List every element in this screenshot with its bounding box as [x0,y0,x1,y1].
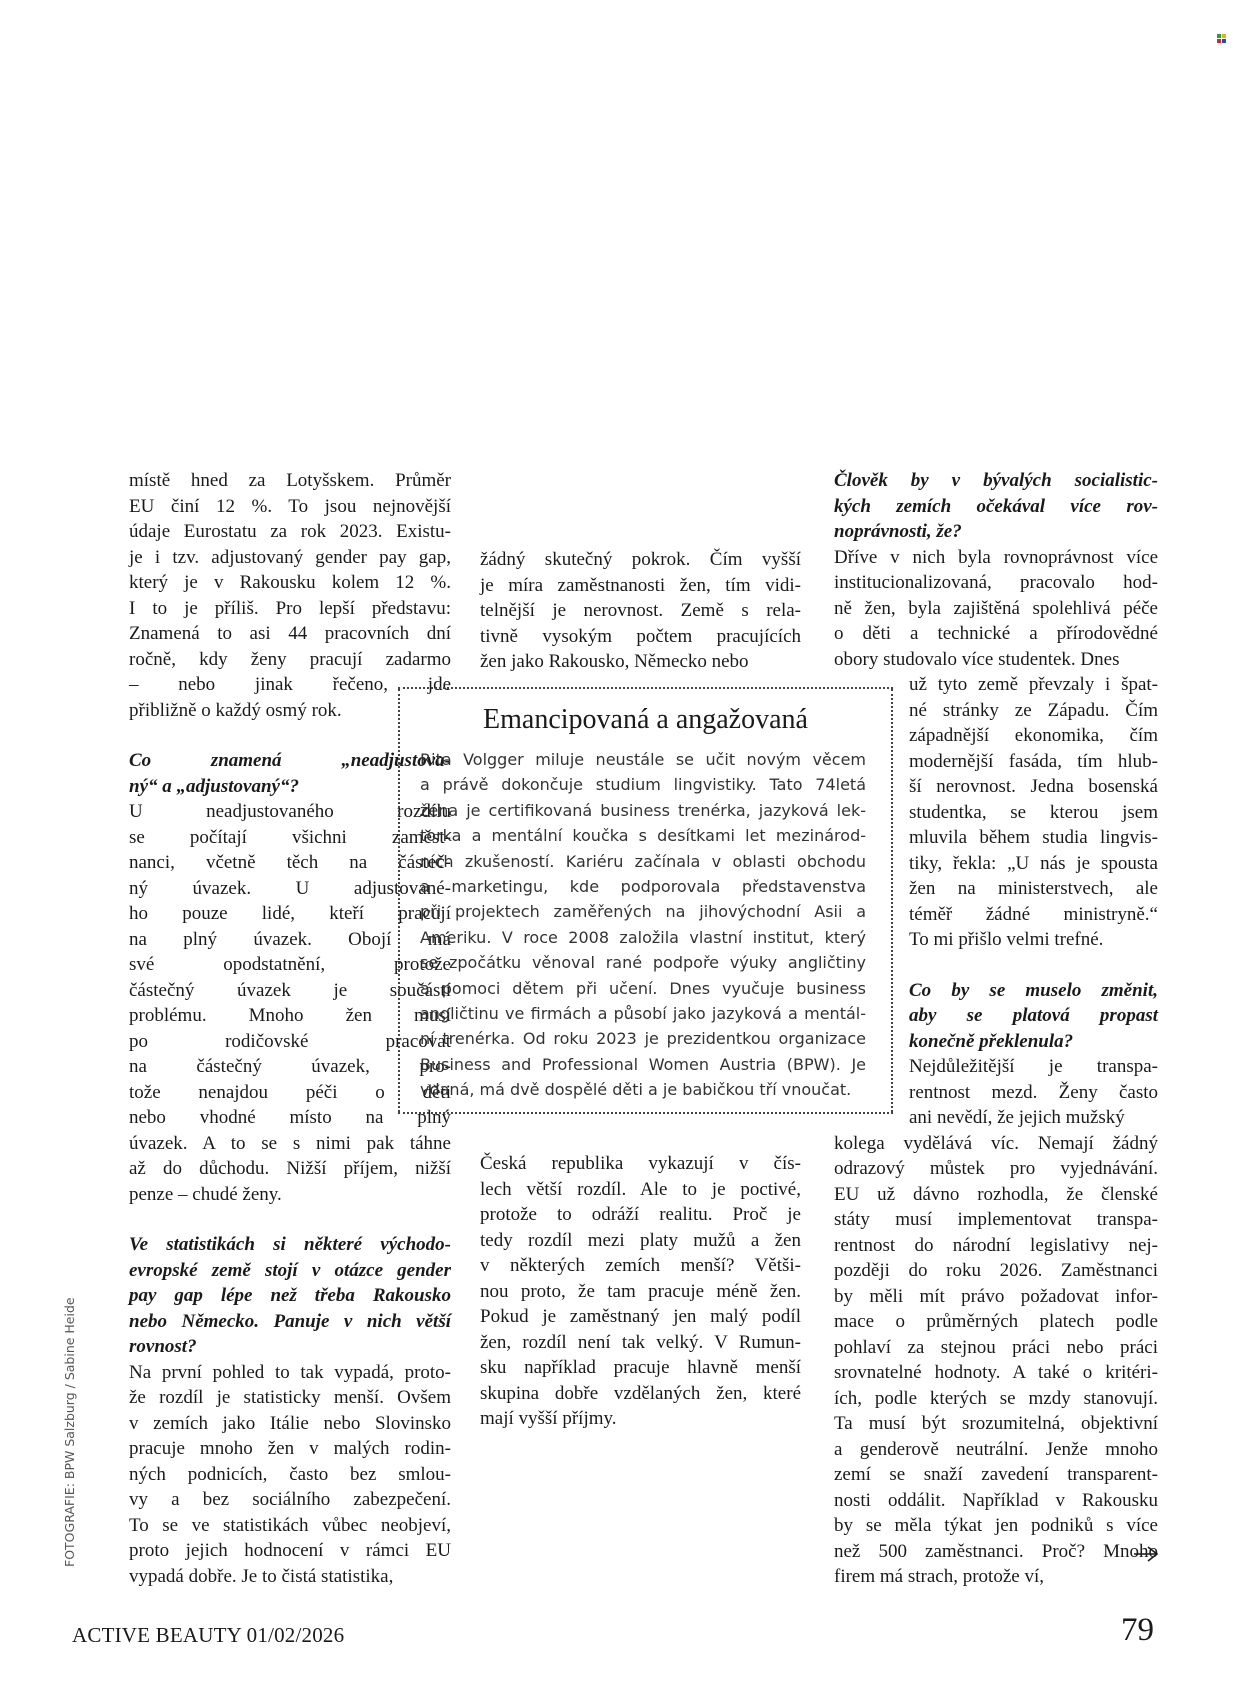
text-line: že rozdíl je statisticky menší. Ovšem [129,1387,451,1408]
text-line: ně žen, byla zajištěná spolehlivá péče [834,597,1158,619]
text-line: proto jejich hodnocení v rámci EU [129,1540,451,1561]
text-line: se počítají všichni zaměst- [129,826,451,848]
text-line: protože to odráží realitu. Proč je [480,1204,801,1225]
text-line: odrazový můstek pro vyjednávání. [834,1158,1158,1179]
question-3 [834,468,1158,545]
text-line: v některých zemích menší? Větši- [480,1255,801,1276]
sidebar-body [420,747,866,1103]
text-line: Člověk by v bývalých socialistic- [834,470,1158,491]
text-line: ný“ a „adjustovaný“? [129,775,299,797]
text-line: údaje Eurostatu za rok 2023. Existu- [129,521,451,542]
text-line: mají vyšší příjmy. [480,1408,617,1429]
text-line: a právě dokončuje studium lingvistiky. Tato 74letá [420,775,866,795]
bio-sidebar-box [398,687,893,1114]
answer-4-wide [834,1131,1158,1590]
text-line: pracuje mnoho žen v malých rodin- [129,1438,451,1459]
text-line: už tyto země převzaly i špat- [909,674,1158,695]
text-line: nosti oddálit. Například v Rakousku [834,1489,1158,1511]
text-line: torka a mentální koučka s desítkami let mezinárod- [420,826,866,846]
text-line: penze – chudé ženy. [129,1183,282,1205]
text-line: přibližně o každý osmý rok. [129,699,342,721]
text-line: ani nevědí, že jejich mužský [909,1107,1125,1128]
text-line: a genderově neutrální. Jenže mnoho [834,1438,1158,1460]
answer-2 [129,1360,451,1590]
text-line: I to je příliš. Pro lepší představu: [129,597,451,619]
text-line: státy musí implementovat transpa- [834,1209,1158,1230]
text-line: tivně vysokým počtem pracujících [480,625,801,647]
text-line: vy a bez sociálního zabezpečení. [129,1489,451,1510]
text-line: při projektech zaměřených na jihovýchodní Asii a [420,902,866,922]
text-line: by se měla týkat jen podniků s více [834,1515,1158,1536]
text-line: angličtinu ve firmách a působí jako jazyková a mentál- [420,1004,866,1024]
text-line: ích, podle kterých se mzdy stanovují. [834,1387,1158,1409]
text-line: částečný úvazek je součástí [129,979,451,1001]
text-line: aby se platová propast [909,1005,1158,1026]
text-line: a pomoci dětem při učení. Dnes vyučuje business [420,978,866,998]
text-line: by měli mít právo požadovat infor- [834,1285,1158,1307]
corner-mark-icon [1217,34,1226,43]
text-line: ní trenérka. Od roku 2023 je prezidentkou organizace [420,1029,866,1049]
col2-text [480,547,801,675]
text-line: Rita Volgger miluje neustále se učit novým věcem [420,750,866,769]
text-line: tedy rozdíl mezi platy mužů a žen [480,1229,801,1251]
text-line: nanci, včetně těch na částeč- [129,852,451,873]
text-line: je míra zaměstnanosti žen, tím vidi- [480,574,801,596]
text-line: žena je certifikovaná business trenérka, jazyková lek- [420,800,866,820]
text-line: úvazek. A to se s nimi pak táhne [129,1132,451,1154]
text-line: Znamená to asi 44 pracovních dní [129,623,451,644]
sidebar-title: Emancipovaná a angažovaná [483,704,808,735]
col1-intro [129,468,451,723]
text-line: rentnost do národní legislativy nej- [834,1234,1158,1256]
text-line: mace o průměrných platech podle [834,1311,1158,1332]
text-line: skupina dobře vzdělaných žen, které [480,1382,801,1404]
text-line: západnější ekonomika, čím [909,725,1158,746]
answer-3-narrow [909,672,1158,953]
text-line: žádný skutečný pokrok. Čím vyšší [480,549,801,570]
page-number: 79 [1121,1612,1154,1648]
text-line: Na první pohled to tak vypadá, proto- [129,1361,451,1383]
text-line: který je v Rakousku kolem 12 %. [129,572,451,593]
text-line: obory studovalo více studentek. Dnes [834,648,1120,670]
text-line: na plný úvazek. Obojí má [129,928,451,950]
column-2-top [480,547,801,675]
text-line: problému. Mnoho žen musí [129,1005,451,1026]
text-line: své opodstatnění, protože [129,954,451,975]
text-line: studentka, se kterou jsem [909,801,1158,823]
text-line: srovnatelné hodnoty. A také o kritéri- [834,1362,1158,1383]
text-line: Česká republika vykazují v čís- [480,1153,801,1174]
text-line: Dříve v nich byla rovnoprávnost více [834,546,1158,568]
text-line: Business and Professional Women Austria (BPW). Je [420,1054,866,1074]
text-line: zemí se snaží zavedení transparent- [834,1464,1158,1485]
text-line: firem má strach, protože ví, [834,1566,1044,1587]
text-line: To mi přišlo velmi trefné. [909,929,1104,950]
text-line: téměř žádné ministryně.“ [909,903,1158,925]
text-line: v zemích jako Itálie nebo Slovinsko [129,1412,451,1434]
text-line: To se ve statistikách vůbec neobjeví, [129,1514,451,1536]
photo-credit: FOTOGRAFIE: BPW Salzburg / Sabine Heide [62,1297,77,1567]
text-line: Ve statistikách si některé východo- [129,1234,451,1255]
arrow-right-icon [1133,1545,1159,1563]
text-line: na částečný úvazek, pro- [129,1056,451,1077]
text-line: institucionalizovaná, pracovalo hod- [834,572,1158,593]
text-line: po rodičovské pracovat [129,1030,451,1052]
text-line: ho pouze lidé, kteří pracují [129,903,451,924]
text-line: místě hned za Lotyšskem. Průměr [129,470,451,491]
column-3 [834,468,1158,1590]
text-line: Co by se muselo změnit, [909,979,1158,1001]
answer-3-wide [834,545,1158,673]
col2b-text [480,1151,801,1432]
text-line: ročně, kdy ženy pracují zadarmo [129,648,451,670]
text-line: než 500 zaměstnanci. Proč? Mnoho [834,1540,1158,1562]
text-line: nebo vhodné místo na plný [129,1107,451,1128]
text-line: ný úvazek. U adjustované- [129,877,451,899]
text-line: se zpočátku věnoval rané podpoře výuky angličtiny [420,953,866,973]
text-line: ních zkušeností. Kariéru začínala v oblasti obchodu [420,851,866,871]
text-line: pohlaví za stejnou práci nebo práci [834,1336,1158,1358]
text-line: kých zemích očekával více rov- [834,495,1158,517]
text-line: žen, rozdíl není tak velký. V Rumun- [480,1331,801,1353]
text-line: o děti a technické a přírodovědné [834,623,1158,644]
text-line: Ameriku. V roce 2008 založila vlastní institut, který [420,927,866,947]
question-2 [129,1232,451,1360]
text-line: kolega vydělává víc. Nemají žádný [834,1132,1158,1154]
text-line: né stránky ze Západu. Čím [909,699,1158,721]
question-4 [909,978,1158,1055]
text-line: nebo Německo. Panuje v nich větší [129,1310,451,1332]
text-line: modernější fasáda, tím hlub- [909,750,1158,772]
text-line: rovnost? [129,1336,197,1357]
text-line: Nejdůležitější je transpa- [909,1056,1158,1077]
text-line: – nebo jinak řečeno, jde [129,674,451,695]
text-line: později do roku 2026. Zaměstnanci [834,1260,1158,1281]
text-line: Ta musí být srozumitelná, objektivní [834,1413,1158,1434]
magazine-footer: ACTIVE BEAUTY 01/02/2026 [72,1623,345,1647]
text-line: telnější je nerovnost. Země s rela- [480,600,801,621]
text-line: a marketingu, kde podporovala představenstva [420,877,866,897]
text-line: Co znamená „neadjustova- [129,750,451,771]
text-line: Pokud je zaměstnaný jen malý podíl [480,1306,801,1327]
text-line: nou proto, že tam pracuje méně žen. [480,1280,801,1302]
column-2-bottom [480,1151,801,1432]
answer-4-narrow [909,1054,1158,1131]
text-line: sku například pracuje hlavně menší [480,1357,801,1378]
text-line: EU činí 12 %. To jsou nejnovější [129,495,451,517]
text-line: pay gap lépe než třeba Rakousko [129,1285,451,1306]
text-line: U neadjustovaného rozdílu [129,801,451,822]
text-line: je i tzv. adjustovaný gender pay gap, [129,546,451,568]
text-line: mluvila během studia lingvis- [909,827,1158,848]
text-line: EU už dávno rozhodla, že členské [834,1183,1158,1205]
text-line: ných podnicích, často bez smlou- [129,1463,451,1485]
text-line: vdaná, má dvě dospělé děti a je babičkou tří vnoučat. [420,1080,852,1100]
text-line: lech větší rozdíl. Ale to je poctivé, [480,1178,801,1200]
text-line: ší nerovnost. Jedna bosenská [909,776,1158,797]
text-line: tiky, řekla: „U nás je spousta [909,852,1158,874]
text-line: žen jako Rakousko, Německo nebo [480,651,749,672]
text-line: noprávnosti, že? [834,521,962,542]
text-line: tože nenajdou péči o děti [129,1081,451,1103]
text-line: konečně překlenula? [909,1030,1074,1052]
text-line: žen na ministerstvech, ale [909,878,1158,899]
text-line: vypadá dobře. Je to čistá statistika, [129,1565,394,1587]
text-line: rentnost mezd. Ženy často [909,1081,1158,1103]
text-line: evropské země stojí v otázce gender [129,1259,451,1281]
text-line: až do důchodu. Nižší příjem, nižší [129,1158,451,1179]
